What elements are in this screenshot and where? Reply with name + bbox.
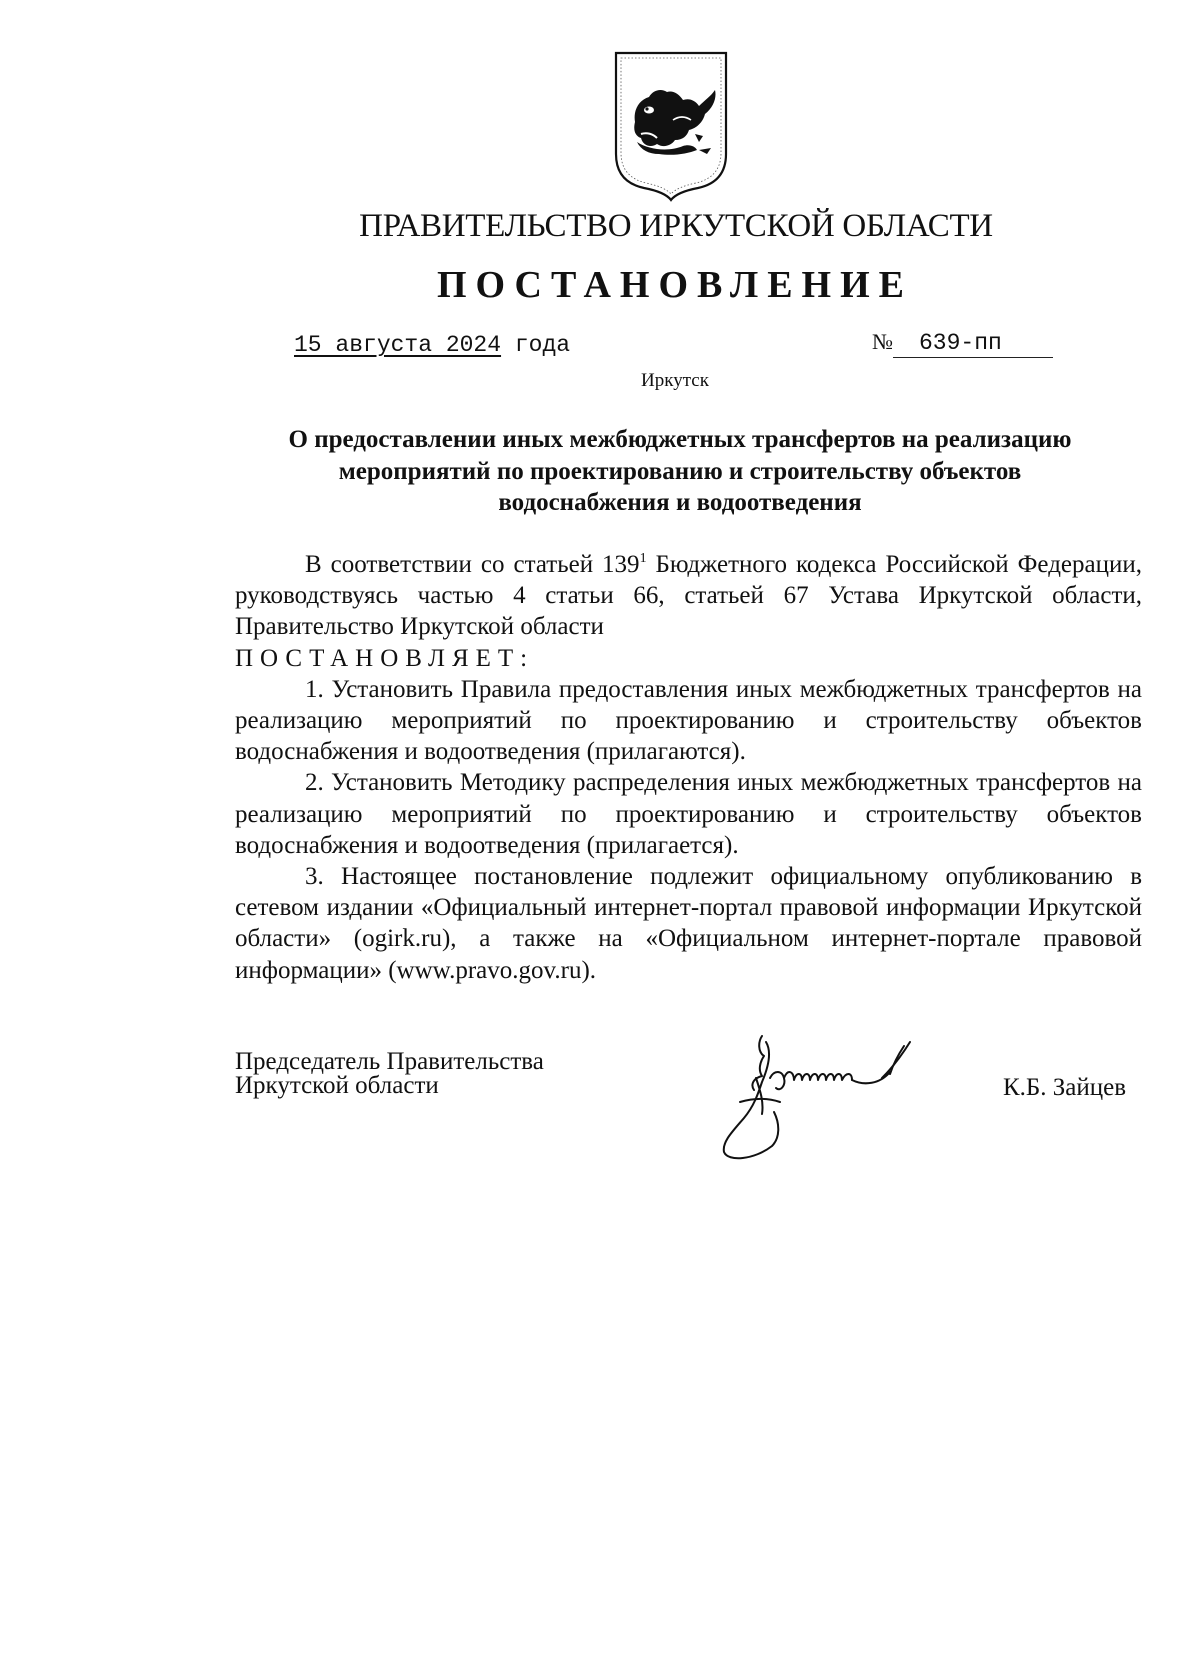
signatory-title-line: Председатель Правительства [235,1048,544,1075]
coat-of-arms-icon [613,50,729,202]
date-value: 15 августа 2024 [294,332,502,358]
article-superscript: 1 [639,551,647,566]
subject-line: О предоставлении иных межбюджетных трансфертов на реализацию [288,426,1072,453]
government-name: ПРАВИТЕЛЬСТВО ИРКУТСКОЙ ОБЛАСТИ [359,208,993,244]
clause-3: 3. Настоящее постановление подлежит официальному опубликованию в сетевом издании «Официальный интернет-портал правовой информации Иркутской области» (ogirk.ru), а также на «Официальном интернет-портале правовой информации» (www.pravo.gov.ru). [235,863,1142,984]
signatory-name: К.Б. Зайцев [1003,1074,1127,1101]
document-subject [240,424,1120,519]
signatory-title-line: Иркутской области [235,1072,439,1099]
clause-2: 2. Установить Методику распределения иных межбюджетных трансфертов на реализацию мероприятий по проектированию и строительству объектов водоснабжения и водоотведения (прилагается). [235,769,1142,859]
subject-line: мероприятий по проектированию и строительству объектов [338,457,1022,485]
preamble-text-continued: Бюджетного кодекса Российской Федерации, руководствуясь частью 4 статьи 66, статьей 67 Устава Иркутской области, Правительство Иркутской области [235,551,1142,641]
preamble-text: В соответствии со статьей 139 [305,551,640,578]
document-date [294,330,570,360]
decree-word: ПОСТАНОВЛЯЕТ: [235,644,535,672]
document-number [872,327,1053,358]
date-suffix: года [501,332,571,358]
number-sign: № [872,329,893,354]
signatory-title [235,1050,544,1098]
handwritten-signature [714,1032,964,1164]
number-value: 639-пп [893,329,1053,358]
preamble [235,549,1142,643]
city: Иркутск [641,370,709,391]
clause-1: 1. Установить Правила предоставления иных межбюджетных трансфертов на реализацию мероприятий по проектированию и строительству объектов водоснабжения и водоотведения (прилагаются). [235,675,1142,766]
document-body [235,549,1142,986]
subject-line: водоснабжения и водоотведения [498,489,862,516]
document-type: ПОСТАНОВЛЕНИЕ [436,264,914,306]
